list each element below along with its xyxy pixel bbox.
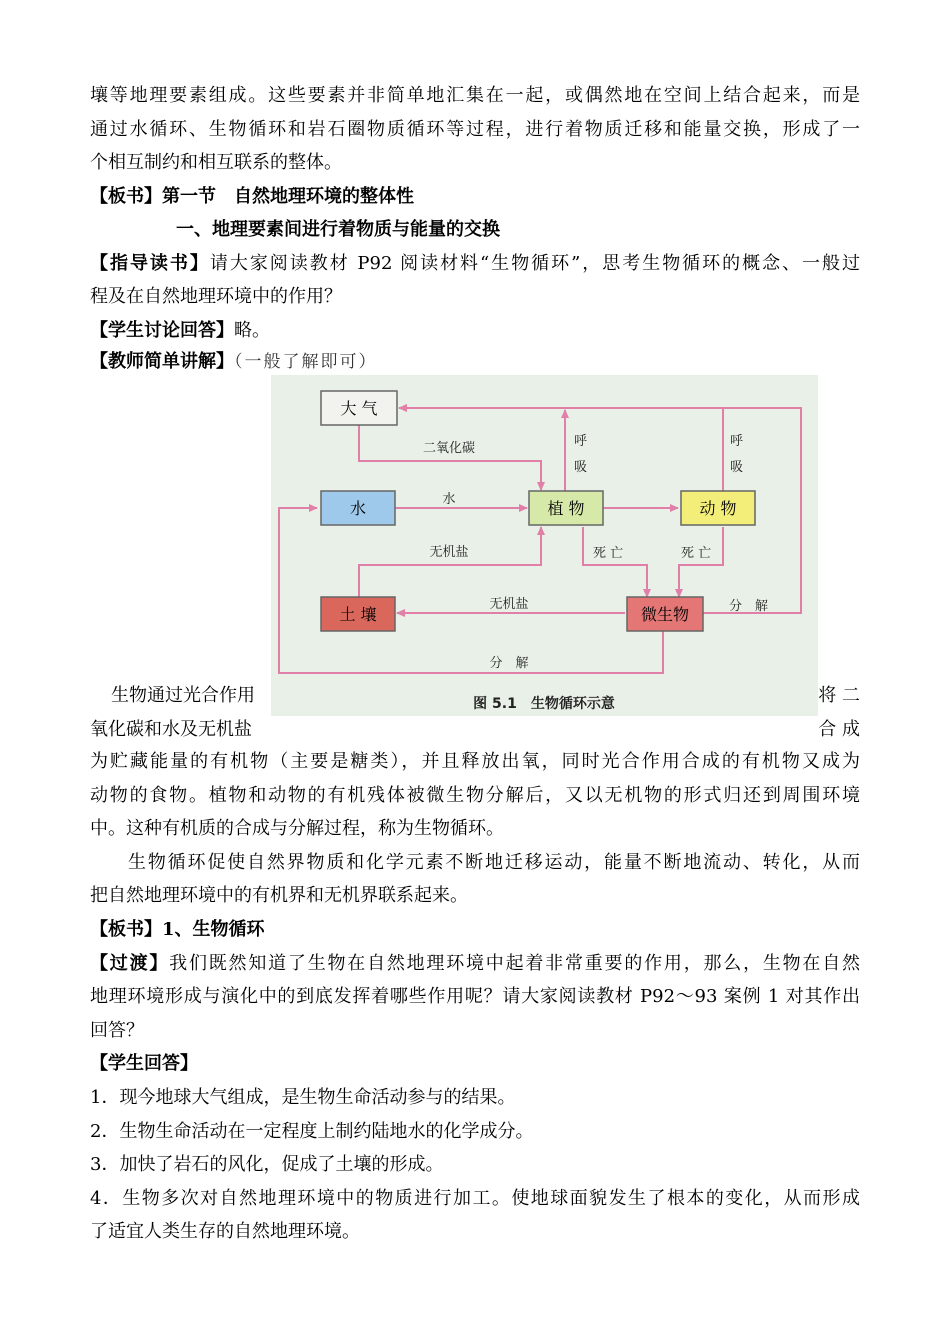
node-atmosphere: 大 气	[340, 399, 378, 418]
transition-line-1	[90, 947, 860, 981]
arrow-microbe-to-water	[279, 508, 663, 673]
node-animal: 动 物	[699, 499, 737, 518]
label-water-arrow: 水	[442, 492, 456, 507]
paragraph-intro-line-3: 个相互制约和相互联系的整体。	[90, 152, 342, 173]
guide-text: 请大家阅读教材 P92 阅读材料“生物循环”，思考生物循环的概念、一般过	[209, 253, 860, 274]
cycle-line-1: 生物循环促使自然界物质和化学元素不断地迁移运动，能量不断地流动、转化，从而	[128, 852, 860, 873]
bio-line-2-right: 合 成	[818, 719, 860, 740]
transition-line-3: 回答？	[90, 1020, 144, 1041]
paragraph-intro-line-2: 通过水循环、生物循环和岩石圈物质循环等过程，进行着物质迁移和能量交换，形成了一	[90, 119, 860, 140]
answer-item-4-line-2: 了适宜人类生存的自然地理环境。	[90, 1221, 360, 1242]
bio-line-3: 为贮藏能量的有机物（主要是糖类），并且释放出氧，同时光合作用合成的有机物又成为	[90, 751, 860, 772]
board-subheading-1: 一、地理要素间进行着物质与能量的交换	[176, 219, 500, 240]
guide-reading-line-1	[90, 247, 860, 281]
cycle-line-2: 把自然地理环境中的有机界和无机界联系起来。	[90, 885, 468, 906]
transition-tag: 【过渡】	[90, 953, 170, 974]
transition-text: 我们既然知道了生物在自然地理环境中起着非常重要的作用，那么，生物在自然	[169, 953, 861, 974]
answer-item-3: 3．加快了岩石的风化，促成了土壤的形成。	[90, 1154, 444, 1175]
paragraph-intro-line-1: 壤等地理要素组成。这些要素并非简单地汇集在一起，或偶然地在空间上结合起来，而是	[90, 85, 860, 106]
figure-caption: 图 5.1 生物循环示意	[473, 696, 615, 712]
label-inorganic-top: 无机盐	[429, 545, 469, 560]
teacher-explanation-text: （一般了解即可）	[234, 352, 378, 372]
label-respire-animal-1: 呼	[730, 434, 744, 449]
answer-item-2: 2．生物生命活动在一定程度上制约陆地水的化学成分。	[90, 1121, 534, 1142]
guide-reading-line-2: 程及在自然地理环境中的作用？	[90, 286, 342, 307]
answer-item-1: 1．现今地球大气组成，是生物生命活动参与的结果。	[90, 1087, 516, 1108]
label-respire-plant-1: 呼	[574, 434, 588, 449]
cycle-arrows	[279, 408, 801, 673]
student-discussion-tag: 【学生讨论回答】	[90, 320, 234, 341]
transition-line-2: 地理环境形成与演化中的到底发挥着哪些作用呢？请大家阅读教材 P92～93 案例 1 对其作出	[90, 986, 860, 1007]
node-soil: 土 壤	[339, 605, 377, 624]
label-decompose-bottom: 分 解	[489, 656, 529, 671]
node-water: 水	[349, 499, 367, 518]
label-respire-animal-2: 吸	[730, 460, 744, 475]
bio-line-2-left: 氧化碳和水及无机盐	[90, 719, 252, 740]
answer-item-4-line-1: 4．生物多次对自然地理环境中的物质进行加工。使地球面貌发生了根本的变化，从而形成	[90, 1188, 860, 1209]
arrow-co2-to-plant	[359, 425, 541, 490]
student-answer-tag: 【学生回答】	[90, 1053, 198, 1074]
arrow-animal-death	[679, 527, 723, 597]
label-inorganic-bottom: 无机盐	[489, 597, 529, 612]
teacher-explanation-tag: 【教师简单讲解】	[90, 351, 234, 372]
bio-cycle-diagram	[271, 375, 818, 716]
node-microbe: 微生物	[640, 605, 690, 624]
label-decompose-right: 分 解	[729, 599, 769, 614]
bio-line-1-right: 将 二	[818, 685, 860, 706]
arrow-soil-to-plant	[359, 527, 541, 597]
board-heading-2: 【板书】1、生物循环	[90, 919, 265, 940]
student-discussion-text: 略。	[234, 320, 270, 341]
bio-line-1-left: 生物通过光合作用	[111, 685, 255, 706]
label-death-plant: 死 亡	[593, 546, 624, 561]
bio-line-5: 中。这种有机质的合成与分解过程，称为生物循环。	[90, 818, 504, 839]
bio-cycle-figure	[271, 375, 818, 716]
bio-line-4: 动物的食物。植物和动物的有机残体被微生物分解后，又以无机物的形式归还到周围环境	[90, 785, 860, 806]
teacher-explanation	[90, 345, 860, 379]
label-respire-plant-2: 吸	[574, 460, 588, 475]
arrow-plant-death	[583, 527, 647, 597]
student-discussion	[90, 314, 860, 348]
label-co2: 二氧化碳	[422, 441, 476, 456]
guide-tag: 【指导读书】	[90, 253, 210, 274]
label-death-animal: 死 亡	[681, 546, 712, 561]
board-heading-1: 【板书】第一节 自然地理环境的整体性	[90, 186, 414, 207]
node-plant: 植 物	[547, 499, 585, 518]
